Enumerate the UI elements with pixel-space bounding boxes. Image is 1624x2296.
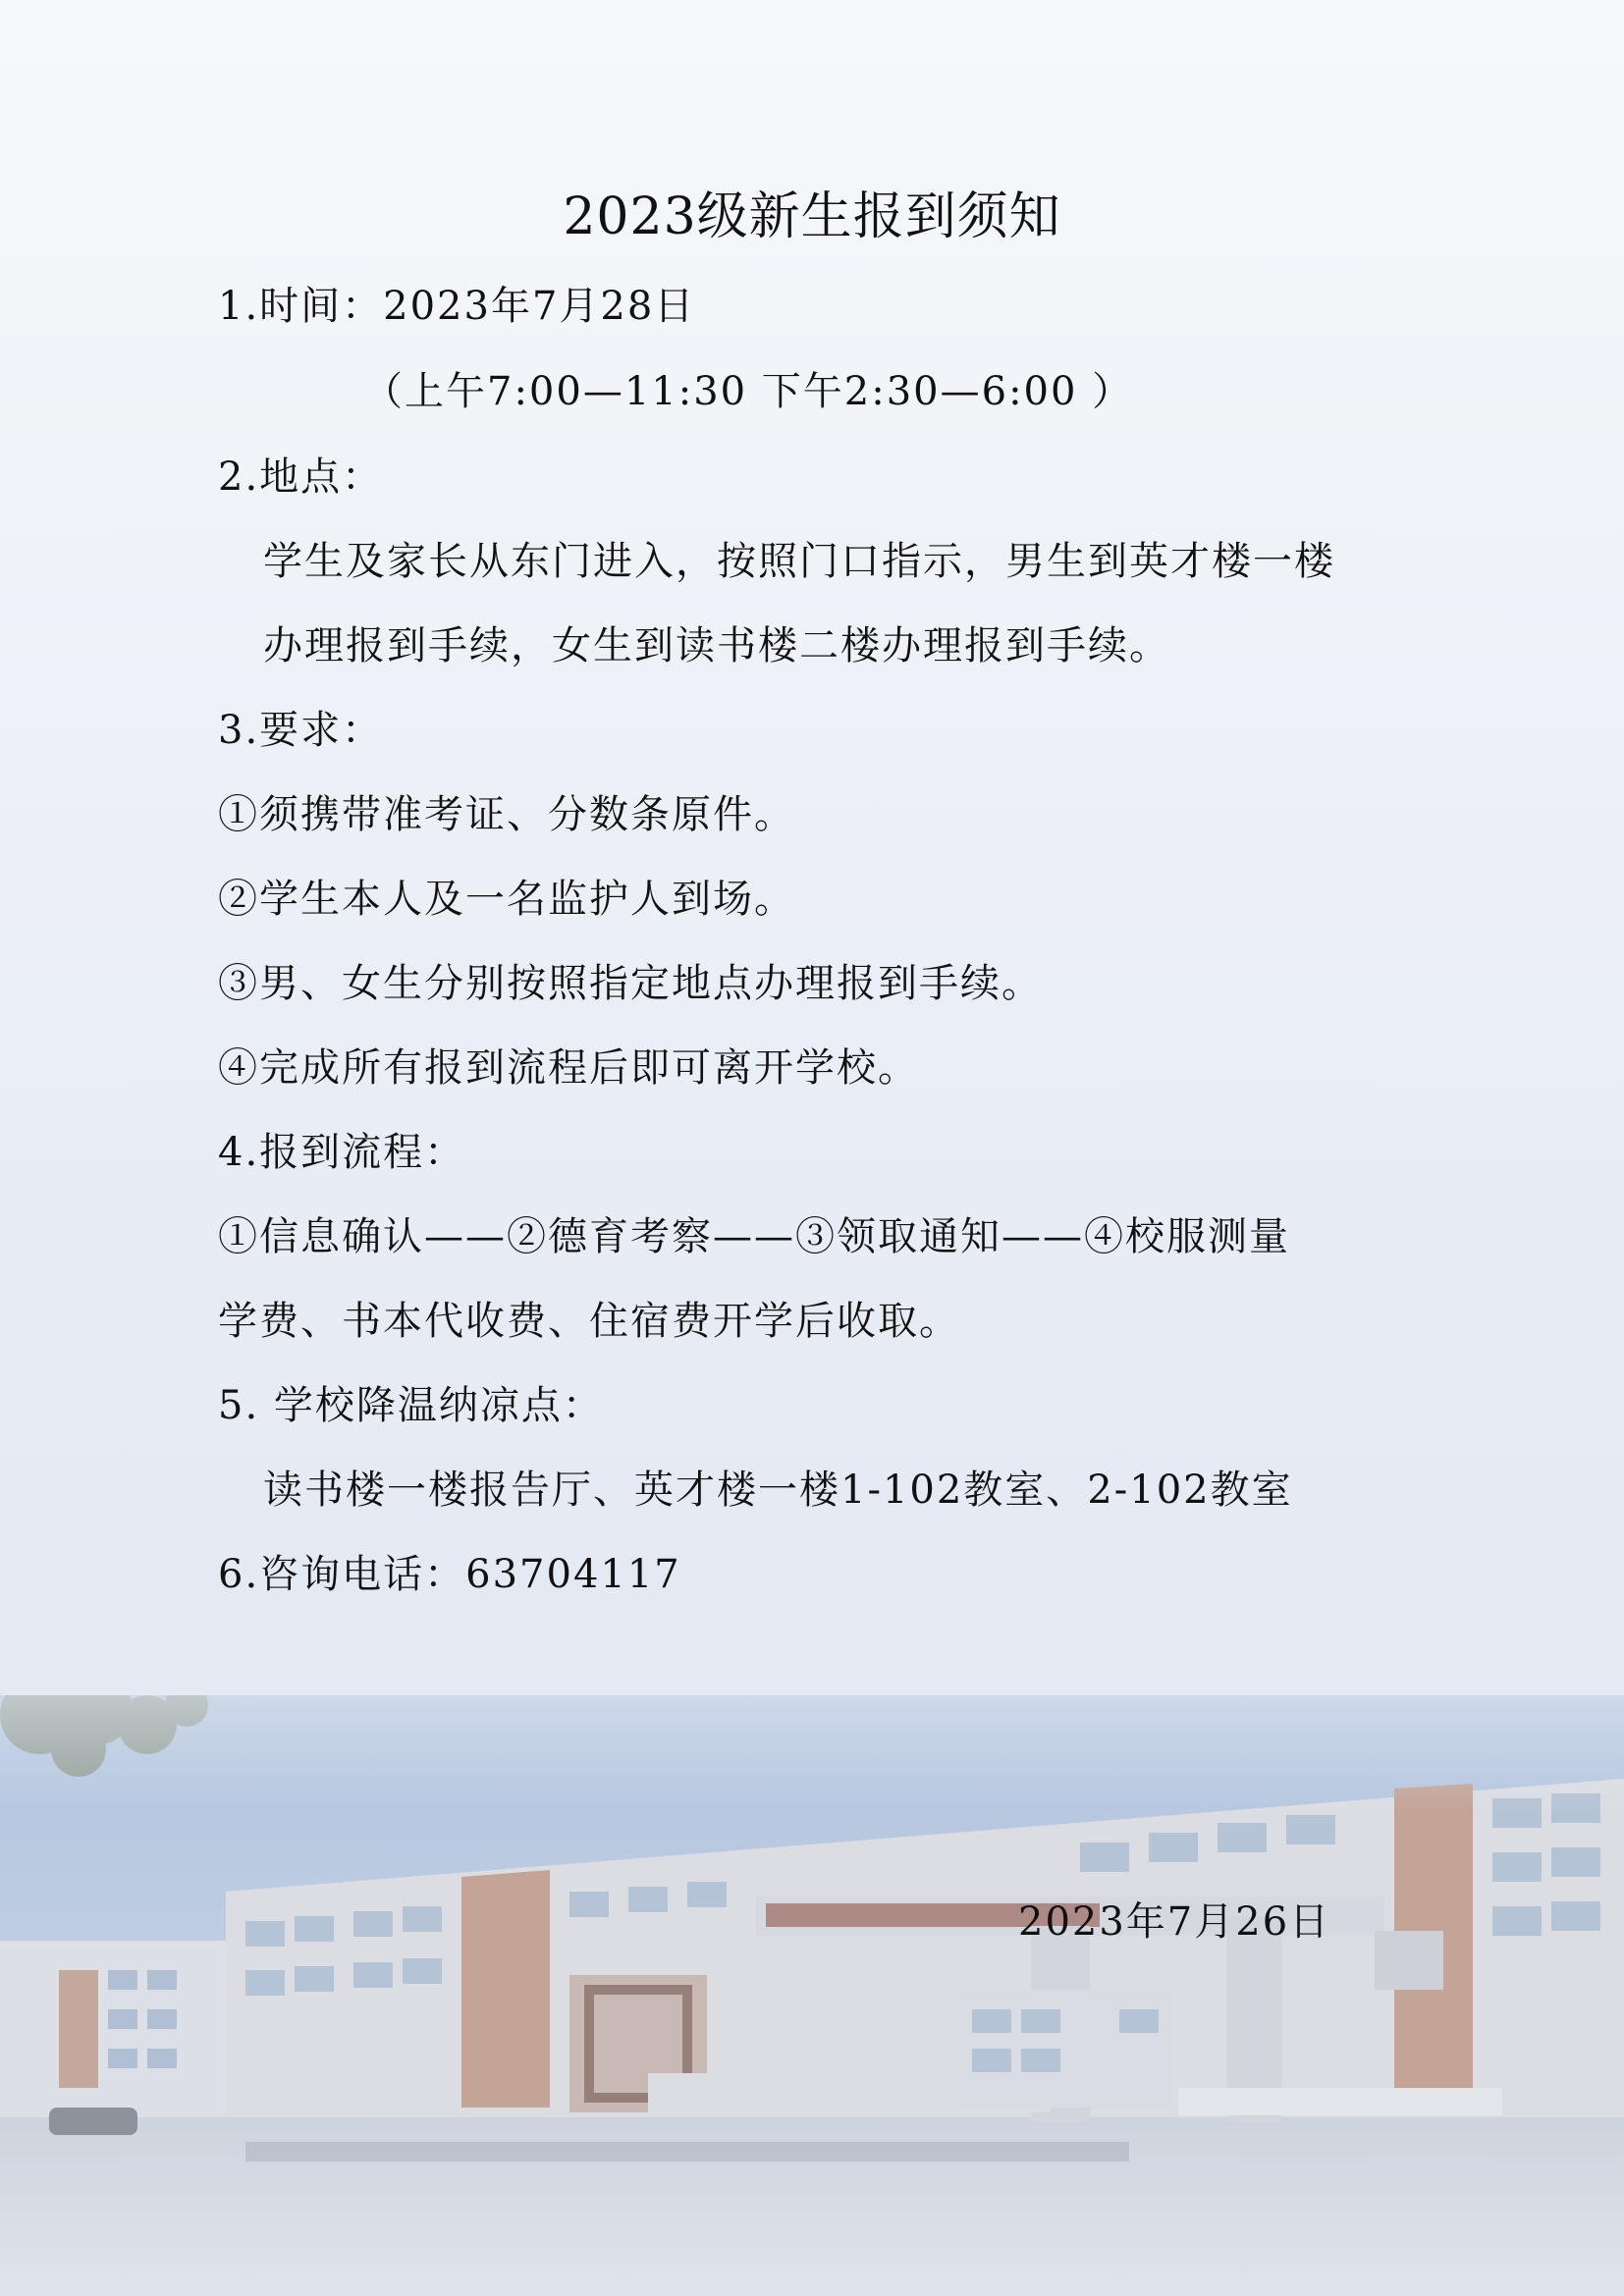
requirements-label: 3.要求： (218, 708, 384, 753)
school-gate-illustration (0, 1695, 1624, 2296)
requirement-item: ①须携带准考证、分数条原件。 (218, 792, 795, 837)
flow-steps: ①信息确认——②德育考察——③领取通知——④校服测量 (218, 1214, 1290, 1259)
page-title: 2023级新生报到须知 (563, 187, 1061, 246)
cooling-places: 读书楼一楼报告厅、英才楼一楼1-102教室、2-102教室 (263, 1468, 1293, 1513)
place-line-1: 学生及家长从东门进入，按照门口指示，男生到英才楼一楼 (263, 539, 1335, 584)
requirement-item: ③男、女生分别按照指定地点办理报到手续。 (218, 961, 1043, 1006)
time-line: 1.时间：2023年7月28日 (218, 284, 696, 329)
fees-note: 学费、书本代收费、住宿费开学后收取。 (218, 1299, 960, 1344)
school-gate-photo (0, 1695, 1624, 2296)
phone-line: 6.咨询电话：63704117 (218, 1552, 681, 1597)
place-line-2: 办理报到手续，女生到读书楼二楼办理报到手续。 (263, 623, 1170, 668)
issue-date: 2023年7月26日 (1018, 1899, 1331, 1945)
flow-label: 4.报到流程： (218, 1130, 466, 1175)
cooling-label: 5. 学校降温纳凉点： (218, 1383, 604, 1428)
requirement-item: ②学生本人及一名监护人到场。 (218, 877, 795, 922)
place-label: 2.地点： (218, 454, 384, 500)
requirement-item: ④完成所有报到流程后即可离开学校。 (218, 1045, 919, 1091)
time-detail: （上午7:00—11:30 下午2:30—6:00 ） (363, 369, 1134, 414)
